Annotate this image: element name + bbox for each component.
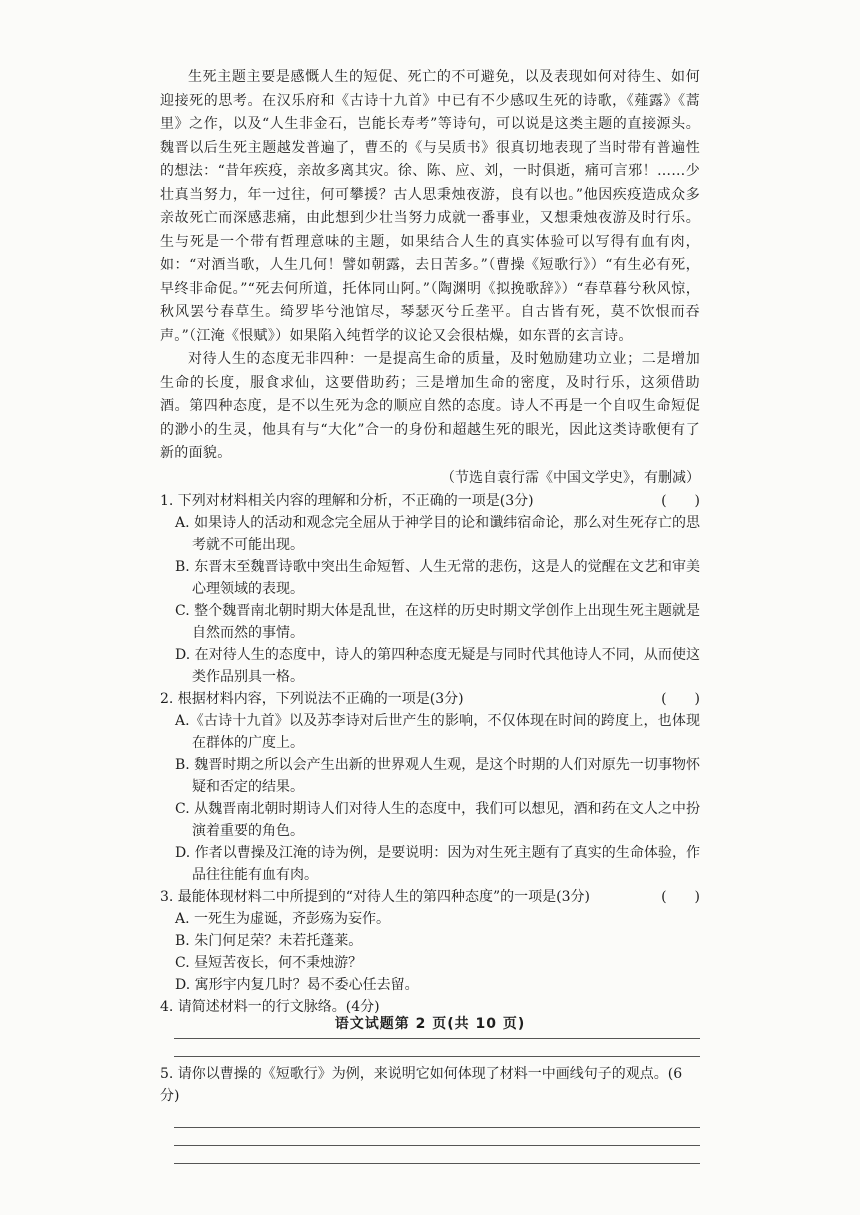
question-1-option-a: A. 如果诗人的活动和观念完全屈从于神学目的论和谶纬宿命论，那么对生死存亡的思考就不可能出现。 bbox=[175, 515, 700, 553]
question-3-stem: 3. 最能体现材料二中所提到的“对待人生的第四种态度”的一项是(3分) bbox=[160, 889, 590, 905]
question-3-option-b: B. 朱门何足荣？未若托蓬莱。 bbox=[175, 933, 363, 949]
material-source: （节选自袁行霈《中国文学史》，有删减） bbox=[441, 469, 700, 486]
question-3-option-a: A. 一死生为虚诞，齐彭殇为妄作。 bbox=[175, 911, 391, 927]
material-paragraph-1: 生死主题主要是感慨人生的短促、死亡的不可避免，以及表现如何对待生、如何迎接死的思考。在汉乐府和《古诗十九首》中已有不少感叹生死的诗歌，《薤露》《蒿里》之作，以及“人生非金石，岂能长寿考”等诗句，可以说是这类主题的直接源头。魏晋以后生死主题越发普遍了，曹丕的《与吴质书》很真切地表现了当时带有普遍性的想法：“昔年疾疫，亲故多离其灾。徐、陈、应、刘，一时俱逝，痛可言邪！……少壮真当努力，年一过往，何可攀援？古人思秉烛夜游，良有以也。”他因疾疫造成众多亲故死亡而深感悲痛，由此想到少壮当努力成就一番事业，又想秉烛夜游及时行乐。生与死是一个带有哲理意味的主题，如果结合人生的真实体验可以写得有血有肉，如：“对酒当歌，人生几何！譬如朝露，去日苦多。”（曹操《短歌行》）“有生必有死，早终非命促。”“死去何所道，托体同山阿。”（陶渊明《拟挽歌辞》）“春草暮兮秋风惊，秋风罢兮春草生。绮罗毕兮池馆尽，琴瑟灭兮丘垄平。自古皆有死，莫不饮恨而吞声。”（江淹《恨赋》）如果陷入纯哲学的议论又会很枯燥，如东晋的玄言诗。 bbox=[160, 69, 700, 344]
question-1-stem: 1. 下列对材料相关内容的理解和分析，不正确的一项是(3分) bbox=[160, 493, 534, 509]
page-footer: 语文试题第 2 页(共 10 页) bbox=[334, 1016, 526, 1032]
question-2-option-c: C. 从魏晋南北朝时期诗人们对待人生的态度中，我们可以想见，酒和药在文人之中扮演着重要的角色。 bbox=[175, 801, 700, 839]
question-5 bbox=[160, 1063, 700, 1164]
question-2-option-d: D. 作者以曹操及江淹的诗为例，是要说明：因为对生死主题有了真实的生命体验，作品往往能有血有肉。 bbox=[175, 845, 700, 883]
exam-page bbox=[160, 66, 700, 1164]
question-2-option-a: A.《古诗十九首》以及苏李诗对后世产生的影响，不仅体现在时间的跨度上，也体现在群体的广度上。 bbox=[175, 713, 700, 751]
question-2 bbox=[160, 688, 700, 886]
question-1-option-c: C. 整个魏晋南北朝时期大体是乱世，在这样的历史时期文学创作上出现生死主题就是自然而然的事情。 bbox=[175, 603, 700, 641]
answer-line[interactable] bbox=[174, 1163, 700, 1164]
question-5-stem: 5. 请你以曹操的《短歌行》为例，来说明它如何体现了材料一中画线句子的观点。(6分) bbox=[160, 1066, 683, 1104]
question-2-option-b: B. 魏晋时期之所以会产生出新的世界观人生观，是这个时期的人们对原先一切事物怀疑和否定的结果。 bbox=[175, 757, 700, 795]
question-3-option-c: C. 昼短苦夜长，何不秉烛游？ bbox=[175, 955, 363, 971]
answer-bracket: ( ) bbox=[661, 889, 700, 905]
question-3 bbox=[160, 886, 700, 996]
question-1 bbox=[160, 490, 700, 688]
question-1-option-b: B. 东晋末至魏晋诗歌中突出生命短暂、人生无常的悲伤，这是人的觉醒在文艺和审美心理领域的表现。 bbox=[175, 559, 700, 597]
question-2-stem: 2. 根据材料内容，下列说法不正确的一项是(3分) bbox=[160, 691, 464, 707]
question-1-option-d: D. 在对待人生的态度中，诗人的第四种态度无疑是与同时代其他诗人不同，从而使这类作品别具一格。 bbox=[175, 647, 700, 685]
question-4-stem: 4. 请简述材料一的行文脉络。(4分) bbox=[160, 999, 380, 1015]
answer-line[interactable] bbox=[174, 1056, 700, 1057]
answer-bracket: ( ) bbox=[661, 691, 700, 707]
material-paragraph-2: 对待人生的态度无非四种：一是提高生命的质量，及时勉励建功立业；二是增加生命的长度，服食求仙，这要借助药；三是增加生命的密度，及时行乐，这须借助酒。第四种态度，是不以生死为念的顺应自然的态度。诗人不再是一个自叹生命短促的渺小的生灵，他具有与“大化”合一的身份和超越生死的眼光，因此这类诗歌便有了新的面貌。 bbox=[160, 351, 700, 461]
answer-bracket: ( ) bbox=[661, 493, 700, 509]
question-3-option-d: D. 寓形宇内复几时？曷不委心任去留。 bbox=[175, 977, 419, 993]
